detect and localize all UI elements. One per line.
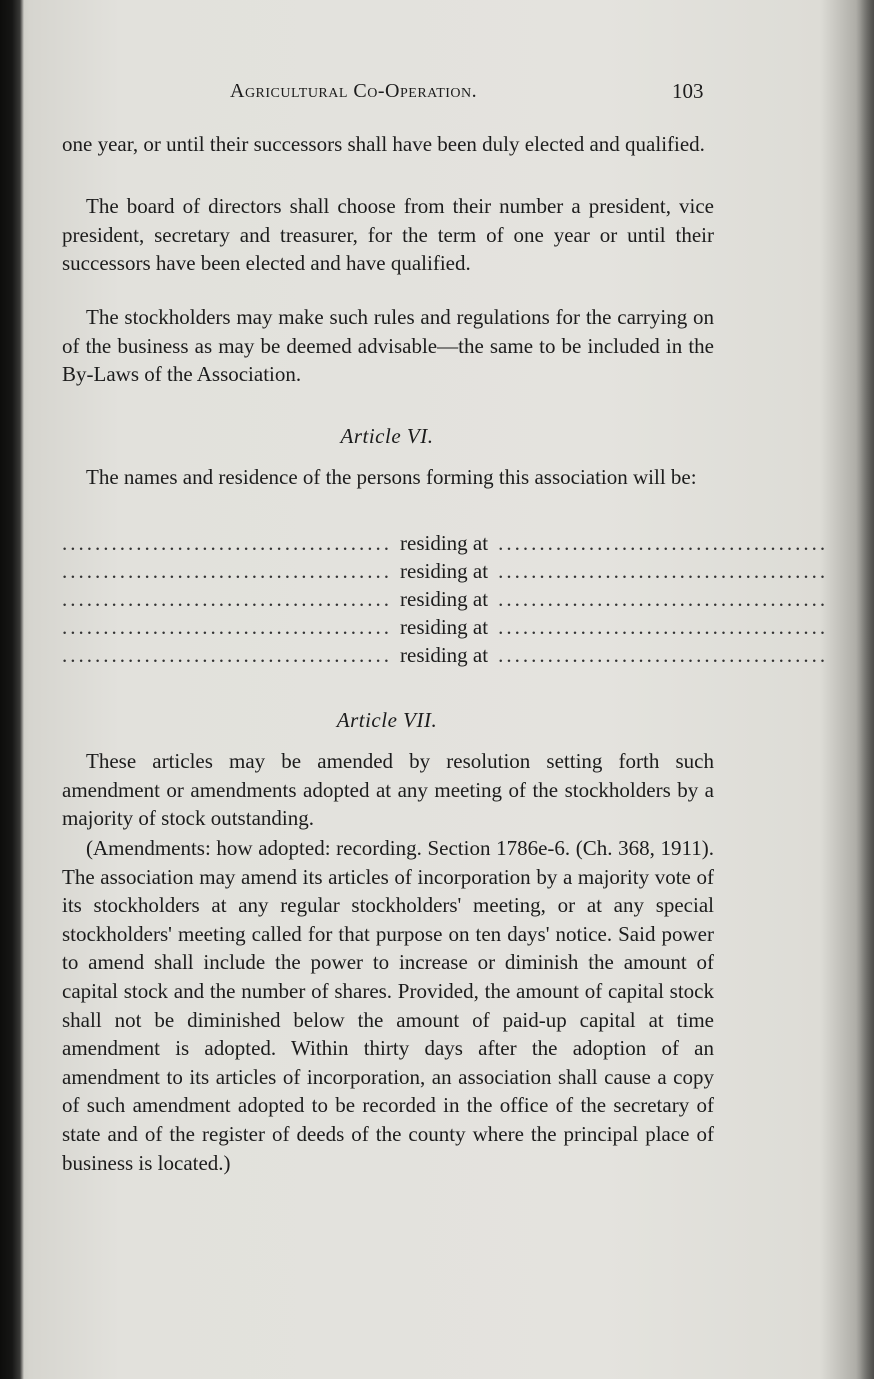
running-header: Agricultural Co-Operation. [230, 80, 478, 102]
paragraph-term-of-office: one year, or until their successors shall have been duly elected and qualified. [62, 132, 705, 156]
page-binding-shadow [0, 0, 24, 1379]
paragraph-bylaws: The stockholders may make such rules and regulations for the carrying on of the business as may be deemed advisable—the same to be included in the By-Laws of the Association. [62, 305, 714, 387]
residing-label: residing at [400, 531, 489, 555]
residence-blank-line: ........................................ [498, 559, 829, 583]
page-number: 103 [672, 79, 704, 103]
article-vi-text: The names and residence of the persons forming this association will be: [86, 465, 697, 489]
residence-blank-line: ........................................ [498, 587, 829, 611]
residence-entry-row [62, 531, 829, 559]
article-vii-text: These articles may be amended by resolution setting forth such amendment or amendments adopted at any meeting of the stockholders by a majority of stock outstanding. [62, 749, 714, 831]
residence-entry-row [62, 615, 829, 643]
residing-label: residing at [400, 615, 489, 639]
residing-label: residing at [400, 587, 489, 611]
residence-blank-line: ........................................ [498, 643, 829, 667]
name-blank-line: ........................................ [62, 587, 392, 611]
name-blank-line: ........................................ [62, 531, 392, 555]
residence-entry-row [62, 587, 829, 615]
residence-entry-row [62, 559, 829, 587]
name-blank-line: ........................................ [62, 559, 392, 583]
name-blank-line: ........................................ [62, 643, 392, 667]
article-vi-heading: Article VI. [340, 424, 434, 448]
amendments-section: (Amendments: how adopted: recording. Section 1786e-6. (Ch. 368, 1911). The association may amend its articles of incorporation by a majority vote of its stockholders at any regular stockholders' meeting, or at any special stockholders' meeting called for that purpose on ten days' notice. Said power to amend shall include the power to increase or diminish the amount of capital stock and the number of shares. Provided, the amount of capital stock shall not be diminished below the amount of paid-up capital at time amendment is adopted. Within thirty days after the adoption of an amendment to its articles of incorporation, an association shall cause a copy of such amendment adopted to be recorded in the office of the secretary of state and of the register of deeds of the county where the principal place of business is located.) [62, 836, 714, 1175]
residing-label: residing at [400, 559, 489, 583]
name-blank-line: ........................................ [62, 615, 392, 639]
residence-blank-line: ........................................ [498, 615, 829, 639]
residence-blank-line: ........................................ [498, 531, 829, 555]
paragraph-officers: The board of directors shall choose from their number a president, vice president, secretary and treasurer, for the term of one year or until their successors have been elected and have qualified. [62, 194, 714, 276]
page-edge-shadow [856, 0, 874, 1379]
residence-entry-row [62, 643, 829, 671]
residing-label: residing at [400, 643, 489, 667]
article-vii-heading: Article VII. [336, 708, 438, 732]
